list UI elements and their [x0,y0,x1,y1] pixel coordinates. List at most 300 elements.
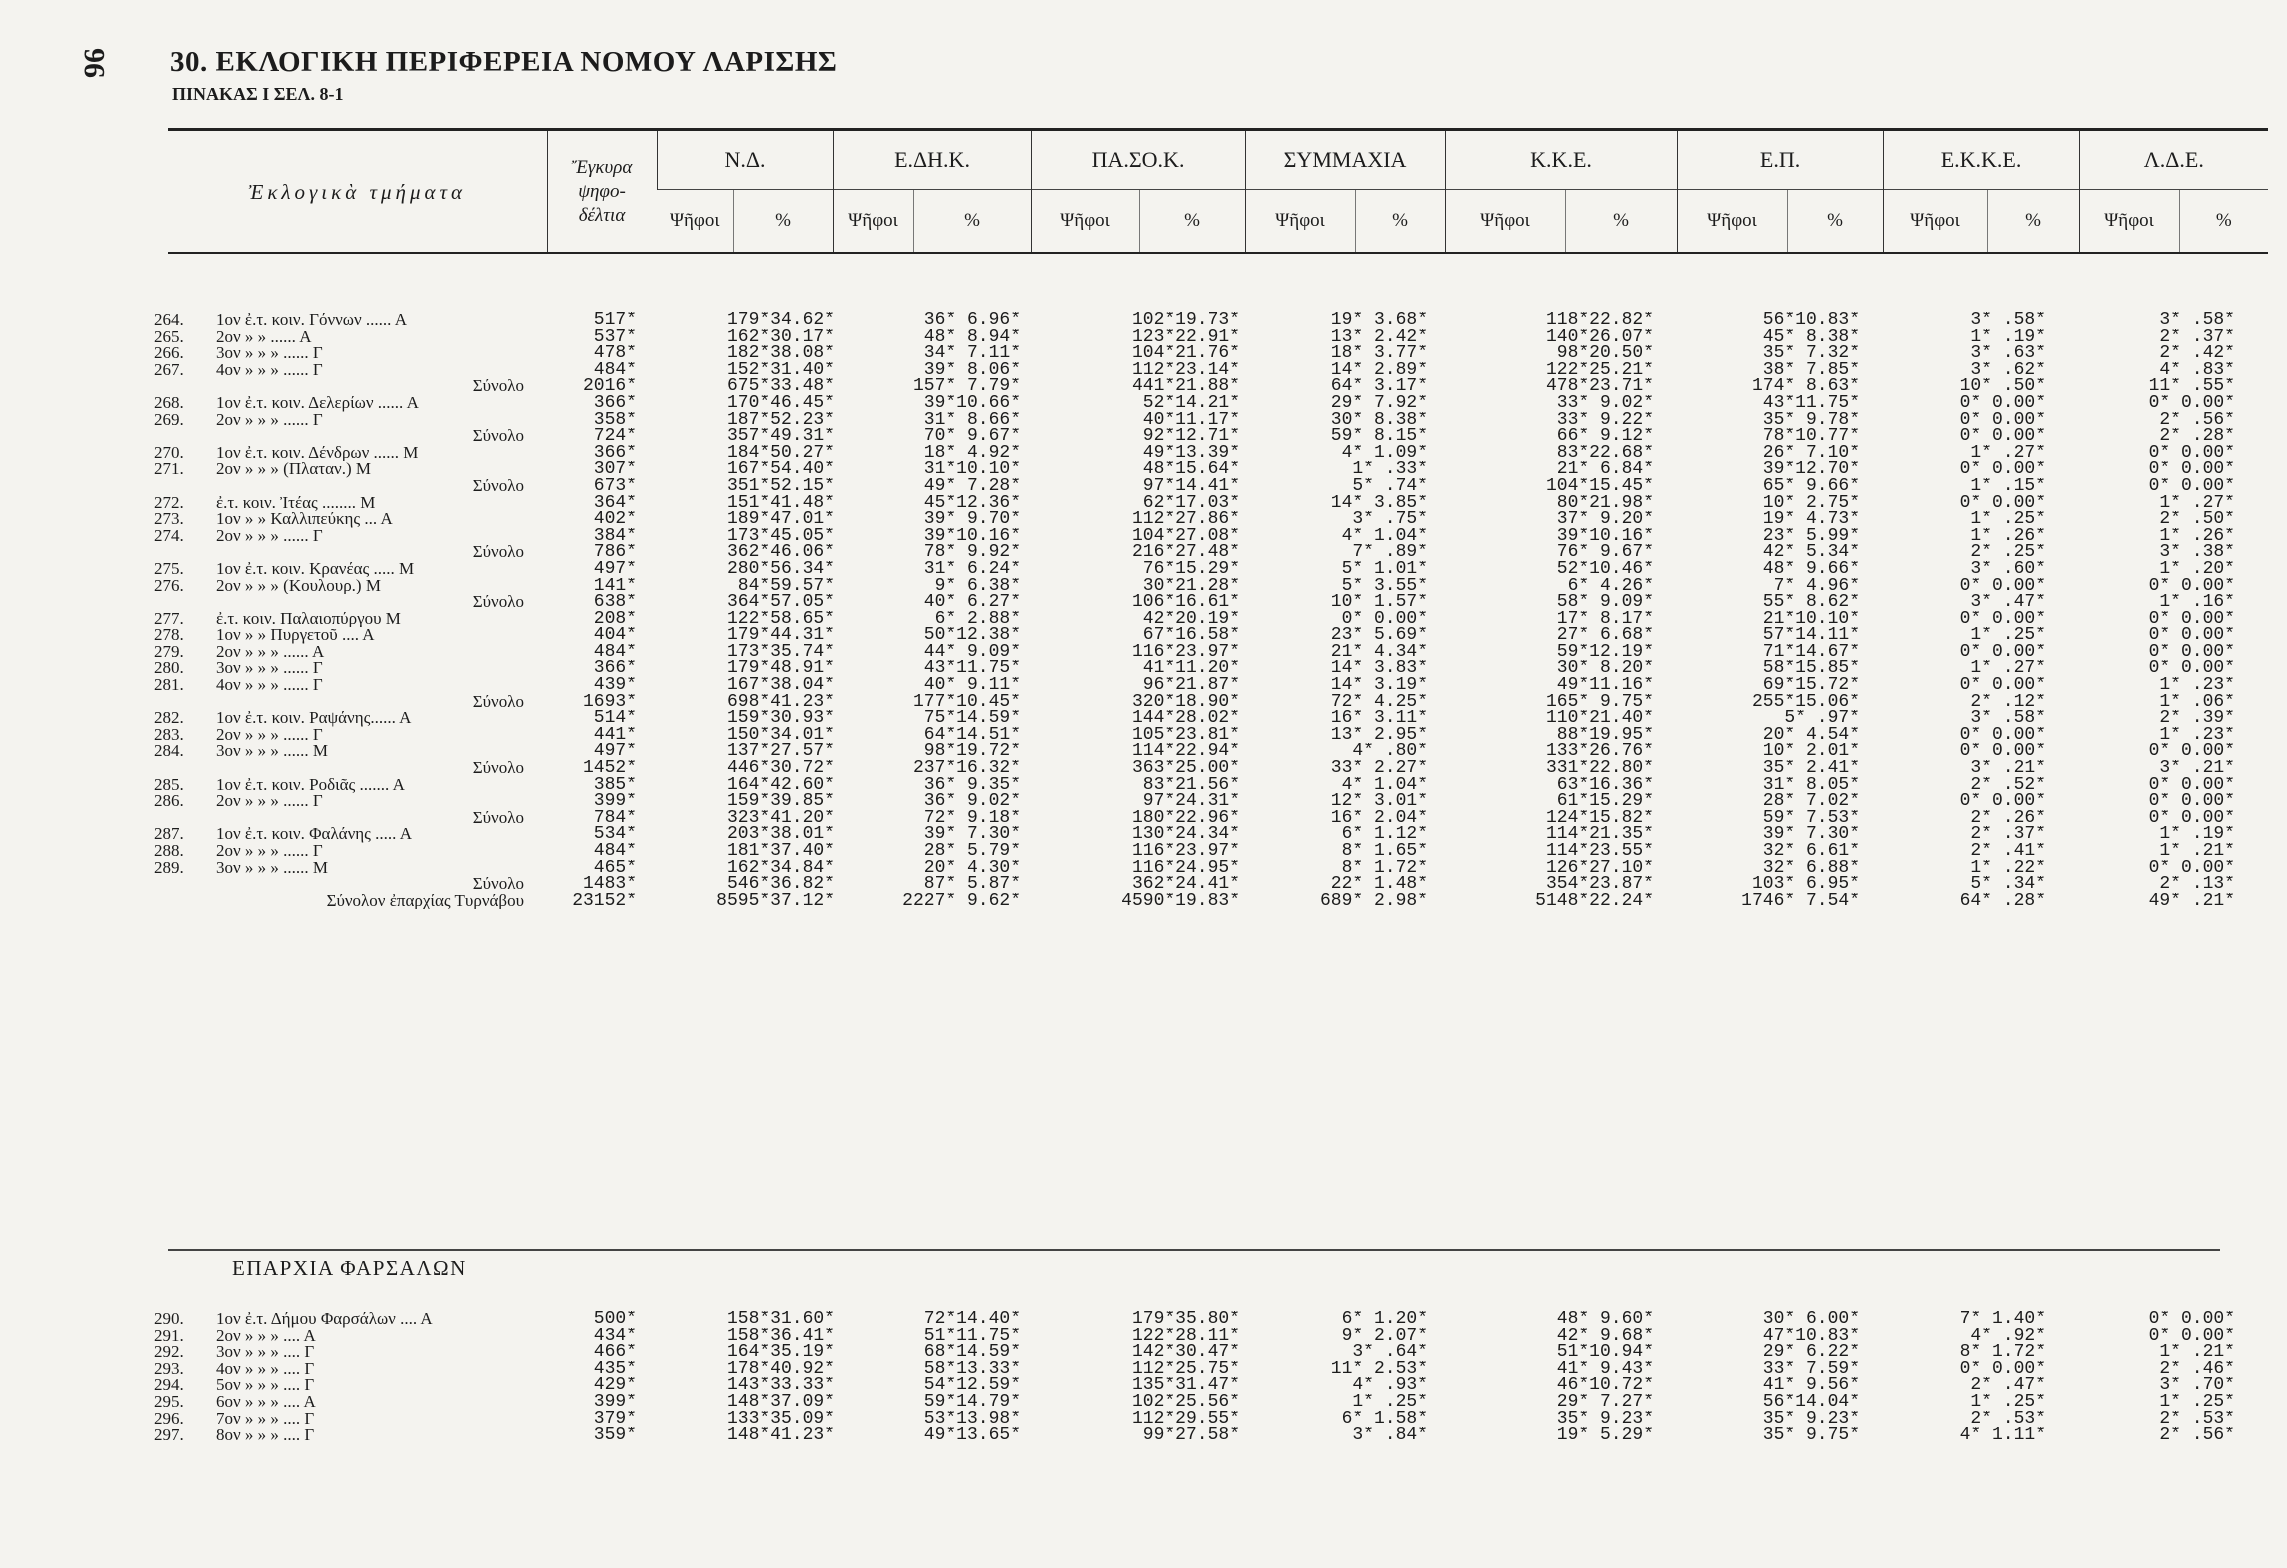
party-result: 32* 6.61* [1762,843,1860,860]
row-number: 275. [154,560,184,578]
party-result: 68*14.59* [923,1344,1021,1361]
party-result: 64* 3.17* [1330,378,1428,395]
party-result: 0* 0.00* [2148,660,2235,678]
party-result: 97*14.41* [1142,477,1240,495]
section-name: 4ον » » » ...... Γ [216,361,323,379]
row-number: 277. [154,610,184,628]
party-result: 40*11.17* [1142,411,1240,429]
party-result: 1* .25* [1352,1393,1428,1411]
party-result: 124*15.82* [1545,809,1654,827]
party-result: 1* .27* [2159,494,2235,512]
party-result: 38* 7.85* [1762,361,1860,379]
party-result: 39* 7.30* [923,826,1021,843]
party-result: 0* 0.00* [2148,1327,2235,1345]
votes-subheader: Ψῆφοι [657,190,733,254]
table-header [168,128,2268,254]
party-result: 0* 0.00* [1959,577,2046,595]
total-row [154,544,2235,561]
party-result: 49* 7.28* [923,477,1021,495]
party-result: 3* .84* [1352,1427,1428,1444]
party-result: 28* 5.79* [923,843,1021,860]
valid-ballots: 435* [593,1360,637,1378]
party-header-pasok: ΠΑ.ΣΟ.Κ. [1031,130,1245,190]
total-row [154,378,2235,395]
party-result: 35* 2.41* [1762,760,1860,777]
section-name: Σύνολο [472,378,524,395]
party-result: 36* 9.02* [923,793,1021,810]
row-number: 283. [154,726,184,744]
section-name: ἐ.τ. κοιν. Παλαιοπύργου Μ [216,610,401,628]
party-result: 14* 3.83* [1330,660,1428,678]
party-result: 0* 0.00* [2148,610,2235,628]
row-number [154,594,210,611]
valid-ballots: 404* [593,627,637,644]
party-result: 39* 8.06* [923,361,1021,379]
row-number: 280. [154,660,184,678]
votes-subheader: Ψῆφοι [1445,190,1565,254]
pct-subheader: % [1565,190,1677,254]
party-result: 152*31.40* [726,361,835,379]
party-result: 2* .28* [2159,428,2235,445]
section-name: Σύνολο [472,594,524,611]
party-result: 29* 7.27* [1556,1393,1654,1411]
party-result: 28* 7.02* [1762,793,1860,810]
row-number: 273. [154,511,184,528]
party-result: 58*13.33* [923,1360,1021,1378]
party-result: 116*23.97* [1131,843,1240,860]
section-name: Σύνολο [472,544,524,561]
party-result: 167*54.40* [726,461,835,478]
row-number: 271. [154,461,184,478]
section-name: 3ον » » » ...... Μ [216,743,329,761]
party-result: 39*10.66* [923,394,1021,412]
party-result: 5* 3.55* [1341,577,1428,595]
party-result: 39* 9.70* [923,511,1021,528]
party-result: 151*41.48* [726,494,835,512]
party-result: 320*18.90* [1131,693,1240,711]
party-result: 39*10.16* [923,527,1021,545]
party-result: 173*35.74* [726,643,835,661]
party-header-edik: Ε.ΔΗ.Κ. [833,130,1031,190]
row-number: 292. [154,1344,184,1361]
party-result: 187*52.23* [726,411,835,429]
valid-ballots: 517* [593,312,637,329]
party-result: 0* 0.00* [2148,627,2235,644]
party-result: 1* .21* [2159,843,2235,860]
party-result: 184*50.27* [726,444,835,462]
party-result: 49* .21* [2148,892,2235,910]
party-result: 40* 9.11* [923,677,1021,694]
party-result: 52*10.46* [1556,560,1654,578]
party-result: 40* 6.27* [923,594,1021,611]
party-result: 4* 1.04* [1341,776,1428,794]
row-number: 268. [154,394,184,412]
party-result: 158*36.41* [726,1327,835,1345]
party-result: 4* .80* [1352,743,1428,761]
party-result: 75*14.59* [923,710,1021,727]
row-number: 287. [154,826,184,843]
section-name: 3ον » » » .... Γ [216,1344,315,1361]
section-name: 6ον » » » .... Α [216,1393,316,1411]
party-result: 1* .22* [1970,859,2046,877]
valid-ballots: 724* [593,428,637,445]
party-result: 9* 2.07* [1341,1327,1428,1345]
party-result: 0* 0.00* [2148,809,2235,827]
results-table-tyrnavos [154,312,2235,909]
table-row [154,710,2235,727]
party-result: 4590*19.83* [1121,892,1240,910]
valid-ballots: 434* [593,1327,637,1345]
pct-subheader: % [913,190,1031,254]
party-result: 478*23.71* [1545,378,1654,395]
party-result: 0* 0.00* [2148,444,2235,462]
party-result: 72* 4.25* [1330,693,1428,711]
party-result: 164*35.19* [726,1344,835,1361]
table-row [154,611,2235,628]
row-number: 293. [154,1360,184,1378]
party-result: 42* 9.68* [1556,1327,1654,1345]
table-row [154,743,2235,760]
table-row [154,345,2235,362]
party-result: 0* 0.00* [1959,677,2046,694]
party-result: 675*33.48* [726,378,835,395]
party-result: 133*35.09* [726,1410,835,1428]
section-name: Σύνολο [472,693,524,711]
party-result: 364*57.05* [726,594,835,611]
section-name: 2ον » » » (Κουλουρ.) Μ [216,577,381,595]
party-result: 97*24.31* [1142,793,1240,810]
party-result: 6* 4.26* [1567,577,1654,595]
table-row [154,561,2235,578]
section-name: 7ον » » » .... Γ [216,1410,315,1428]
party-result: 137*27.57* [726,743,835,761]
party-result: 29* 7.92* [1330,394,1428,412]
party-result: 126*27.10* [1545,859,1654,877]
party-result: 104*27.08* [1131,527,1240,545]
valid-ballots: 638* [593,594,637,611]
row-number [154,810,210,827]
party-result: 5* .74* [1352,477,1428,495]
pct-subheader: % [1139,190,1245,254]
party-result: 142*30.47* [1131,1344,1240,1361]
section-name: 1ον ἐ.τ. κοιν. Γόννων ...... Α [216,312,408,329]
party-result: 96*21.87* [1142,677,1240,694]
party-result: 103* 6.95* [1751,876,1860,893]
row-number [154,694,210,711]
party-result: 170*46.45* [726,394,835,412]
party-result: 159*39.85* [726,793,835,810]
party-result: 167*38.04* [726,677,835,694]
party-result: 181*37.40* [726,843,835,860]
table-row [154,395,2235,412]
valid-ballots: 23152* [572,892,637,910]
valid-ballots: 208* [593,610,637,628]
row-number: 296. [154,1410,184,1428]
valid-ballots: 141* [593,577,637,595]
votes-subheader: Ψῆφοι [833,190,913,254]
party-result: 33* 7.59* [1762,1360,1860,1378]
party-result: 1* .06* [2159,693,2235,711]
party-result: 6* 1.12* [1341,826,1428,843]
party-result: 157* 7.79* [912,378,1021,395]
party-result: 10* 2.01* [1762,743,1860,761]
section-name: 2ον » » » ...... Γ [216,527,323,545]
section-name: Σύνολο [472,809,524,827]
party-result: 3* .38* [2159,544,2235,561]
row-number [154,544,210,561]
section-name: 1ον ἐ.τ. κοιν. Ραψάνης...... Α [216,710,412,727]
party-result: 1* .23* [2159,726,2235,744]
party-result: 446*30.72* [726,760,835,777]
valid-ballots: 1693* [582,693,637,711]
total-row [154,760,2235,777]
party-result: 19* 3.68* [1330,312,1428,329]
section-name: 2ον » » » ...... Α [216,643,325,661]
party-result: 76* 9.67* [1556,544,1654,561]
table-row [154,1427,2235,1444]
party-result: 174* 8.63* [1751,378,1860,395]
party-result: 56*10.83* [1762,312,1860,329]
party-result: 441*21.88* [1131,378,1240,395]
party-result: 48*15.64* [1142,461,1240,478]
row-number: 288. [154,843,184,860]
party-result: 59*14.79* [923,1393,1021,1411]
table-row [154,578,2235,595]
party-result: 34* 7.11* [923,345,1021,362]
section-name: 2ον » » ...... Α [216,328,312,346]
valid-ballots: 384* [593,527,637,545]
pct-subheader: % [1987,190,2079,254]
valid-ballots: 429* [593,1377,637,1394]
party-result: 55* 8.62* [1762,594,1860,611]
party-result: 122*25.21* [1545,361,1654,379]
party-result: 178*40.92* [726,1360,835,1378]
party-result: 4* 1.11* [1959,1427,2046,1444]
table-row [154,677,2235,694]
party-result: 2* .53* [1970,1410,2046,1428]
table-row [154,445,2235,462]
party-result: 1* .19* [2159,826,2235,843]
pct-subheader: % [1355,190,1445,254]
party-result: 43*11.75* [1762,394,1860,412]
party-result: 58* 9.09* [1556,594,1654,611]
party-header-nd: Ν.Δ. [657,130,833,190]
party-result: 36* 9.35* [923,776,1021,794]
total-row [154,478,2235,495]
table-row [154,1411,2235,1428]
party-result: 354*23.87* [1545,876,1654,893]
party-result: 2* .12* [1970,693,2046,711]
party-result: 237*16.32* [912,760,1021,777]
valid-ballots: 307* [593,461,637,478]
party-result: 104*21.76* [1131,345,1240,362]
party-result: 67*16.58* [1142,627,1240,644]
party-result: 16* 2.04* [1330,809,1428,827]
section-divider [168,1249,2220,1251]
party-result: 362*24.41* [1131,876,1240,893]
total-row [154,876,2235,893]
party-result: 8* 1.72* [1959,1344,2046,1361]
party-result: 42* 5.34* [1762,544,1860,561]
party-result: 58*15.85* [1762,660,1860,678]
party-result: 165* 9.75* [1545,693,1654,711]
party-result: 8595*37.12* [716,892,835,910]
valid-ballots: 366* [593,444,637,462]
party-result: 5* .97* [1784,710,1860,727]
section-name: 2ον » » » ...... Γ [216,793,323,810]
section-name: Σύνολο [472,760,524,777]
valid-ballots: 441* [593,726,637,744]
row-number: 289. [154,859,184,877]
party-result: 71*14.67* [1762,643,1860,661]
table-row [154,495,2235,512]
votes-subheader: Ψῆφοι [2079,190,2179,254]
party-result: 2* .26* [1970,809,2046,827]
table-row [154,644,2235,661]
party-result: 122*28.11* [1131,1327,1240,1345]
valid-ballots: 439* [593,677,637,694]
pct-subheader: % [1787,190,1883,254]
row-number: 266. [154,345,184,362]
party-result: 180*22.96* [1131,809,1240,827]
party-result: 4* .93* [1352,1377,1428,1394]
party-result: 35* 9.23* [1556,1410,1654,1428]
party-result: 150*34.01* [726,726,835,744]
party-result: 20* 4.30* [923,859,1021,877]
party-result: 1* .27* [1970,444,2046,462]
party-result: 116*24.95* [1131,859,1240,877]
party-result: 18* 4.92* [923,444,1021,462]
party-result: 1* .15* [1970,477,2046,495]
party-result: 48* 8.94* [923,328,1021,346]
row-number [154,760,210,777]
party-result: 123*22.91* [1131,328,1240,346]
table-row [154,412,2235,429]
party-result: 2* .41* [1970,843,2046,860]
table-row [154,1394,2235,1411]
pct-subheader: % [2179,190,2268,254]
page-number: 96 [78,48,111,78]
row-number [154,893,210,910]
party-result: 135*31.47* [1131,1377,1240,1394]
party-result: 31* 8.66* [923,411,1021,429]
region-title-farsala: ΕΠΑΡΧΙΑ ΦΑΡΣΑΛΩΝ [232,1256,467,1280]
party-result: 8* 1.72* [1341,859,1428,877]
party-result: 110*21.40* [1545,710,1654,727]
pct-subheader: % [733,190,833,254]
party-result: 216*27.48* [1131,544,1240,561]
row-number: 276. [154,577,184,595]
party-result: 13* 2.95* [1330,726,1428,744]
valid-ballots: 514* [593,710,637,727]
party-result: 182*38.08* [726,345,835,362]
party-result: 351*52.15* [726,477,835,495]
party-result: 102*25.56* [1131,1393,1240,1411]
party-result: 122*58.65* [726,610,835,628]
party-result: 41* 9.56* [1762,1377,1860,1394]
party-result: 33* 9.02* [1556,394,1654,412]
party-result: 32* 6.88* [1762,859,1860,877]
table-row [154,627,2235,644]
row-number: 294. [154,1377,184,1394]
party-result: 17* 8.17* [1556,610,1654,628]
party-result: 2* .37* [2159,328,2235,346]
party-result: 16* 3.11* [1330,710,1428,727]
party-result: 0* 0.00* [1341,610,1428,628]
party-result: 1* .25* [1970,511,2046,528]
party-result: 133*26.76* [1545,743,1654,761]
valid-ballots: 784* [593,809,637,827]
party-result: 112*27.86* [1131,511,1240,528]
party-result: 23* 5.69* [1330,627,1428,644]
row-number: 281. [154,677,184,694]
valid-ballots: 673* [593,477,637,495]
party-result: 6* 1.20* [1341,1311,1428,1328]
party-result: 0* 0.00* [1959,610,2046,628]
party-result: 50*12.38* [923,627,1021,644]
valid-ballots: 497* [593,560,637,578]
party-result: 102*19.73* [1131,312,1240,329]
table-row [154,1344,2235,1361]
party-result: 31*10.10* [923,461,1021,478]
party-result: 0* 0.00* [2148,477,2235,495]
party-result: 7* 4.96* [1773,577,1860,595]
party-result: 0* 0.00* [2148,577,2235,595]
party-result: 3* .64* [1352,1344,1428,1361]
party-result: 19* 5.29* [1556,1427,1654,1444]
party-result: 2* .25* [1970,544,2046,561]
table-row [154,793,2235,810]
valid-ballots: 366* [593,660,637,678]
row-number: 282. [154,710,184,727]
party-result: 9* 6.38* [934,577,1021,595]
table-row [154,826,2235,843]
party-result: 5* .34* [1970,876,2046,893]
party-header-ekke: Ε.Κ.Κ.Ε. [1883,130,2079,190]
party-result: 0* 0.00* [1959,394,2046,412]
party-result: 2227* 9.62* [902,892,1021,910]
row-number: 267. [154,361,184,379]
party-result: 6* 2.88* [934,610,1021,628]
party-result: 14* 3.19* [1330,677,1428,694]
party-result: 66* 9.12* [1556,428,1654,445]
party-result: 4* .92* [1970,1327,2046,1345]
party-result: 2* .42* [2159,345,2235,362]
valid-ballots: 484* [593,843,637,860]
section-name: 1ον ἐ.τ. Δήμου Φαρσάλων .... Α [216,1311,433,1328]
valid-ballots: 379* [593,1410,637,1428]
party-result: 323*41.20* [726,809,835,827]
party-result: 1* .20* [2159,560,2235,578]
party-result: 92*12.71* [1142,428,1240,445]
party-result: 1* .33* [1352,461,1428,478]
party-result: 70* 9.67* [923,428,1021,445]
party-result: 1* .23* [2159,677,2235,694]
party-result: 164*42.60* [726,776,835,794]
party-result: 36* 6.96* [923,312,1021,329]
valid-ballots: 484* [593,361,637,379]
section-name: 2ον » » » ...... Γ [216,843,323,860]
party-result: 33* 9.22* [1556,411,1654,429]
party-result: 0* 0.00* [2148,743,2235,761]
party-result: 112*29.55* [1131,1410,1240,1428]
party-result: 10* 1.57* [1330,594,1428,611]
party-result: 11* .55* [2148,378,2235,395]
valid-ballots: 465* [593,859,637,877]
party-result: 1* .25* [2159,1393,2235,1411]
row-number: 265. [154,328,184,346]
valid-ballots: 478* [593,345,637,362]
